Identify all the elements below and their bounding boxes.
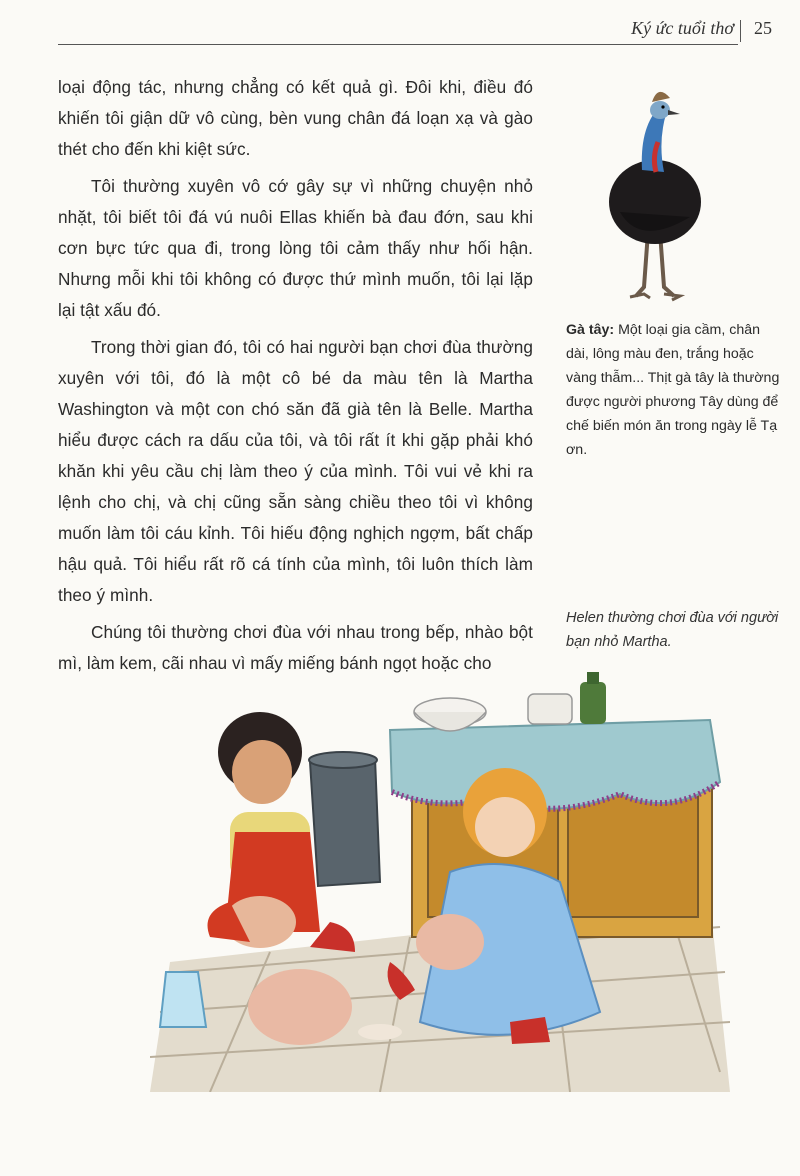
sidebar-definition [566,318,782,462]
header-separator [740,20,741,42]
header-rule [58,44,738,45]
illustration-caption: Helen thường chơi đùa với người bạn nhỏ Martha. [566,610,779,650]
paragraph-4: Chúng tôi thường chơi đùa với nhau trong bếp, nhào bột mì, làm kem, cãi nhau vì mấy miếng bánh ngọt hoặc cho [58,622,533,673]
definition-text: Một loại gia cầm, chân dài, lông màu đen, trắng hoặc vàng thẫm... Thịt gà tây là thường được người phương Tây dùng để chế biến món ăn trong ngày lễ Tạ ơn. [566,322,780,458]
definition-term: Gà tây: [566,322,615,338]
page-number: 25 [754,18,772,38]
book-title: Ký ức tuổi thơ [631,18,734,38]
paragraph-1: loại động tác, nhưng chẳng có kết quả gì. Đôi khi, điều đó khiến tôi giận dữ vô cùng, bèn vung chân đá loạn xạ và gào thét cho đến khi kiệt sức. [58,77,533,159]
paragraph-2: Tôi thường xuyên vô cớ gây sự vì những chuyện nhỏ nhặt, tôi biết tôi đá vú nuôi Ellas khiến bà đau đớn, sau khi cơn bực tức qua đi, trong lòng tôi cảm thấy như hối hận. Nhưng mỗi khi tôi không có được thứ mình muốn, tôi lại lặp lại tật xấu đó. [58,176,533,320]
paragraph-3: Trong thời gian đó, tôi có hai người bạn chơi đùa thường xuyên với tôi, đó là một cô bé da màu tên là Martha Washington và một con chó săn đã già tên là Belle. Martha hiểu được cách ra dấu của tôi, và tôi rất ít khi gặp phải khó khăn khi yêu cầu chị làm theo ý của mình. Tôi vui vẻ khi ra lệnh cho chị, và chị cũng sẵn sàng chiều theo tôi vì không muốn làm tôi cáu kỉnh. Tôi hiếu động nghịch ngợm, bất chấp hậu quả. Tôi hiểu rất rõ cá tính của mình, tôi luôn thích làm theo ý mình. [58,337,533,605]
main-text-column [58,72,533,685]
kitchen-scene-illustration [150,672,730,1092]
bird-illustration [600,82,710,312]
